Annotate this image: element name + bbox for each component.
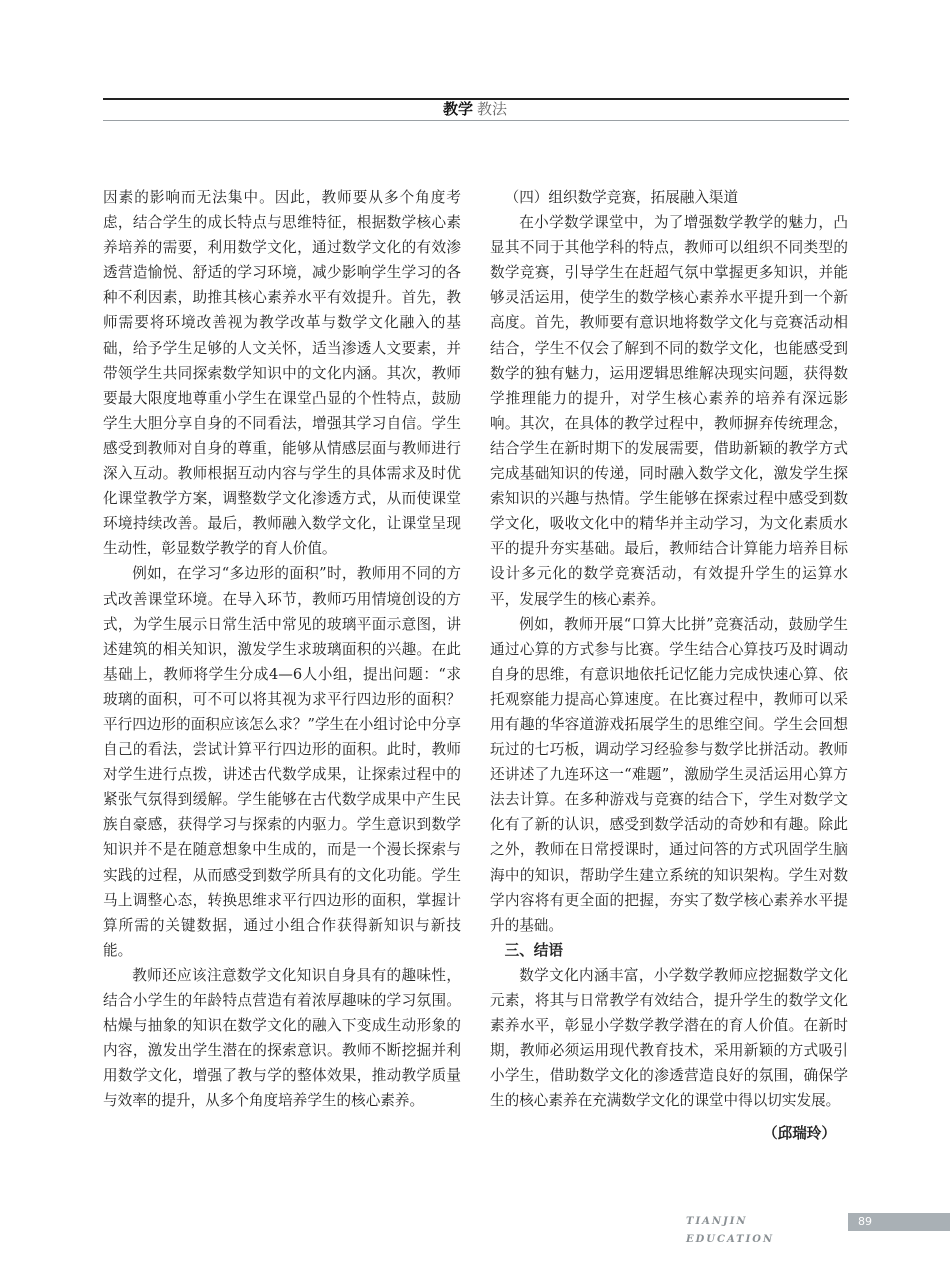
- paragraph: 因素的影响而无法集中。因此，教师要从多个角度考虑，结合学生的成长特点与思维特征，根据数学核心素养培养的需要，利用数学文化，通过数学文化的有效渗透营造愉悦、舒适的学习环境，减少影响学生学习的各种不利因素，助推其核心素养水平有效提升。首先，教师需要将环境改善视为教学改革与数学文化融入的基础，给予学生足够的人文关怀，适当渗透人文要素，并带领学生共同探索数学知识中的文化内涵。其次，教师要最大限度地尊重小学生在课堂凸显的个性特点，鼓励学生大胆分享自身的不同看法，增强其学习自信。学生感受到教师对自身的尊重，能够从情感层面与教师进行深入互动。教师根据互动内容与学生的具体需求及时优化课堂教学方案，调整数学文化渗透方式，从而使课堂环境持续改善。最后，教师融入数学文化，让课堂呈现生动性，彰显数学教学的育人价值。: [103, 189, 461, 558]
- paragraph: 数学文化内涵丰富，小学数学教师应挖掘数学文化元素，将其与日常教学有效结合，提升学生的数学文化素养水平，彰显小学数学教学潜在的育人价值。在新时期，教师必须运用现代教育技术，采用新颖的方式吸引小学生，借助数学文化的渗透营造良好的氛围，确保学生的核心素养在充满数学文化的课堂中得以切实发展。: [490, 966, 848, 1110]
- page-number: 89: [858, 1215, 872, 1228]
- journal-name: TIANJIN EDUCATION: [686, 1216, 775, 1245]
- paragraph: 教师还应该注意数学文化知识自身具有的趣味性，结合小学生的年龄特点营造有着浓厚趣味的学习氛围。枯燥与抽象的知识在数学文化的融入下变成生动形象的内容，激发出学生潜在的探索意识。教师不断挖掘并利用数学文化，增强了教与学的整体效果，推动教学质量与效率的提升，从多个角度培养学生的核心素养。: [103, 966, 461, 1110]
- right-column: [490, 185, 848, 1147]
- paragraph: 例如，教师开展“口算大比拼”竞赛活动，鼓励学生通过心算的方式参与比赛。学生结合心算技巧及时调动自身的思维，有意识地依托记忆能力完成快速心算、依托观察能力提高心算速度。在比赛过程中，教师可以采用有趣的华容道游戏拓展学生的思维空间。学生会回想玩过的七巧板，调动学习经验参与数学比拼活动。教师还讲述了九连环这一“难题”，激励学生灵活运用心算方法去计算。在多种游戏与竞赛的结合下，学生对数学文化有了新的认识，感受到数学活动的奇妙和有趣。除此之外，教师在日常授课时，通过问答的方式巩固学生脑海中的知识，帮助学生建立系统的知识架构。学生对数学内容将有更全面的把握，夯实了数学核心素养水平提升的基础。: [490, 615, 848, 934]
- author-credit: （邱瑞玲）: [763, 1125, 836, 1143]
- section-title: 教学: [442, 100, 473, 118]
- header-rule-bottom: [103, 120, 849, 121]
- section-header: [0, 99, 950, 119]
- paragraph: 例如，在学习“多边形的面积”时，教师用不同的方式改善课堂环境。在导入环节，教师巧用情境创设的方式，为学生展示日常生活中常见的玻璃平面示意图，讲述建筑的相关知识，激发学生求玻璃面积的兴趣。在此基础上，教师将学生分成4—6人小组，提出问题：“求玻璃的面积，可不可以将其视为求平行四边形的面积？平行四边形的面积应该怎么求？”学生在小组讨论中分享自己的看法，尝试计算平行四边形的面积。此时，教师对学生进行点拨，讲述古代数学成果，让探索过程中的紧张气氛得到缓解。学生能够在古代数学成果中产生民族自豪感，获得学习与探索的内驱力。学生意识到数学知识并不是在随意想象中生成的，而是一个漫长探索与实践的过程，从而感受到数学所具有的文化功能。学生马上调整心态，转换思维求平行四边形的面积，掌握计算所需的关键数据，通过小组合作获得新知识与新技能。: [103, 565, 461, 959]
- left-column: [103, 185, 461, 1113]
- section-subtitle: 教法: [477, 100, 508, 118]
- paragraph: 在小学数学课堂中，为了增强数学教学的魅力，凸显其不同于其他学科的特点，教师可以组织不同类型的数学竞赛，引导学生在赶超气氛中掌握更多知识，并能够灵活运用，使学生的数学核心素养水平提升到一个新高度。首先，教师要有意识地将数学文化与竞赛活动相结合，学生不仅会了解到不同的数学文化，也能感受到数学的独有魅力，运用逻辑思维解决现实问题，获得数学推理能力的提升，对学生核心素养的培养有深远影响。其次，在具体的教学过程中，教师摒弃传统理念，结合学生在新时期下的发展需要，借助新颖的教学方式完成基础知识的传递，同时融入数学文化，激发学生探索知识的兴趣与热情。学生能够在探索过程中感受到数学文化，吸收文化中的精华并主动学习，为文化素质水平的提升夯实基础。最后，教师结合计算能力培养目标设计多元化的数学竞赛活动，有效提升学生的运算水平，发展学生的核心素养。: [490, 214, 848, 608]
- section-heading: 三、结语: [504, 941, 563, 959]
- subheading: （四）组织数学竞赛，拓展融入渠道: [504, 189, 739, 206]
